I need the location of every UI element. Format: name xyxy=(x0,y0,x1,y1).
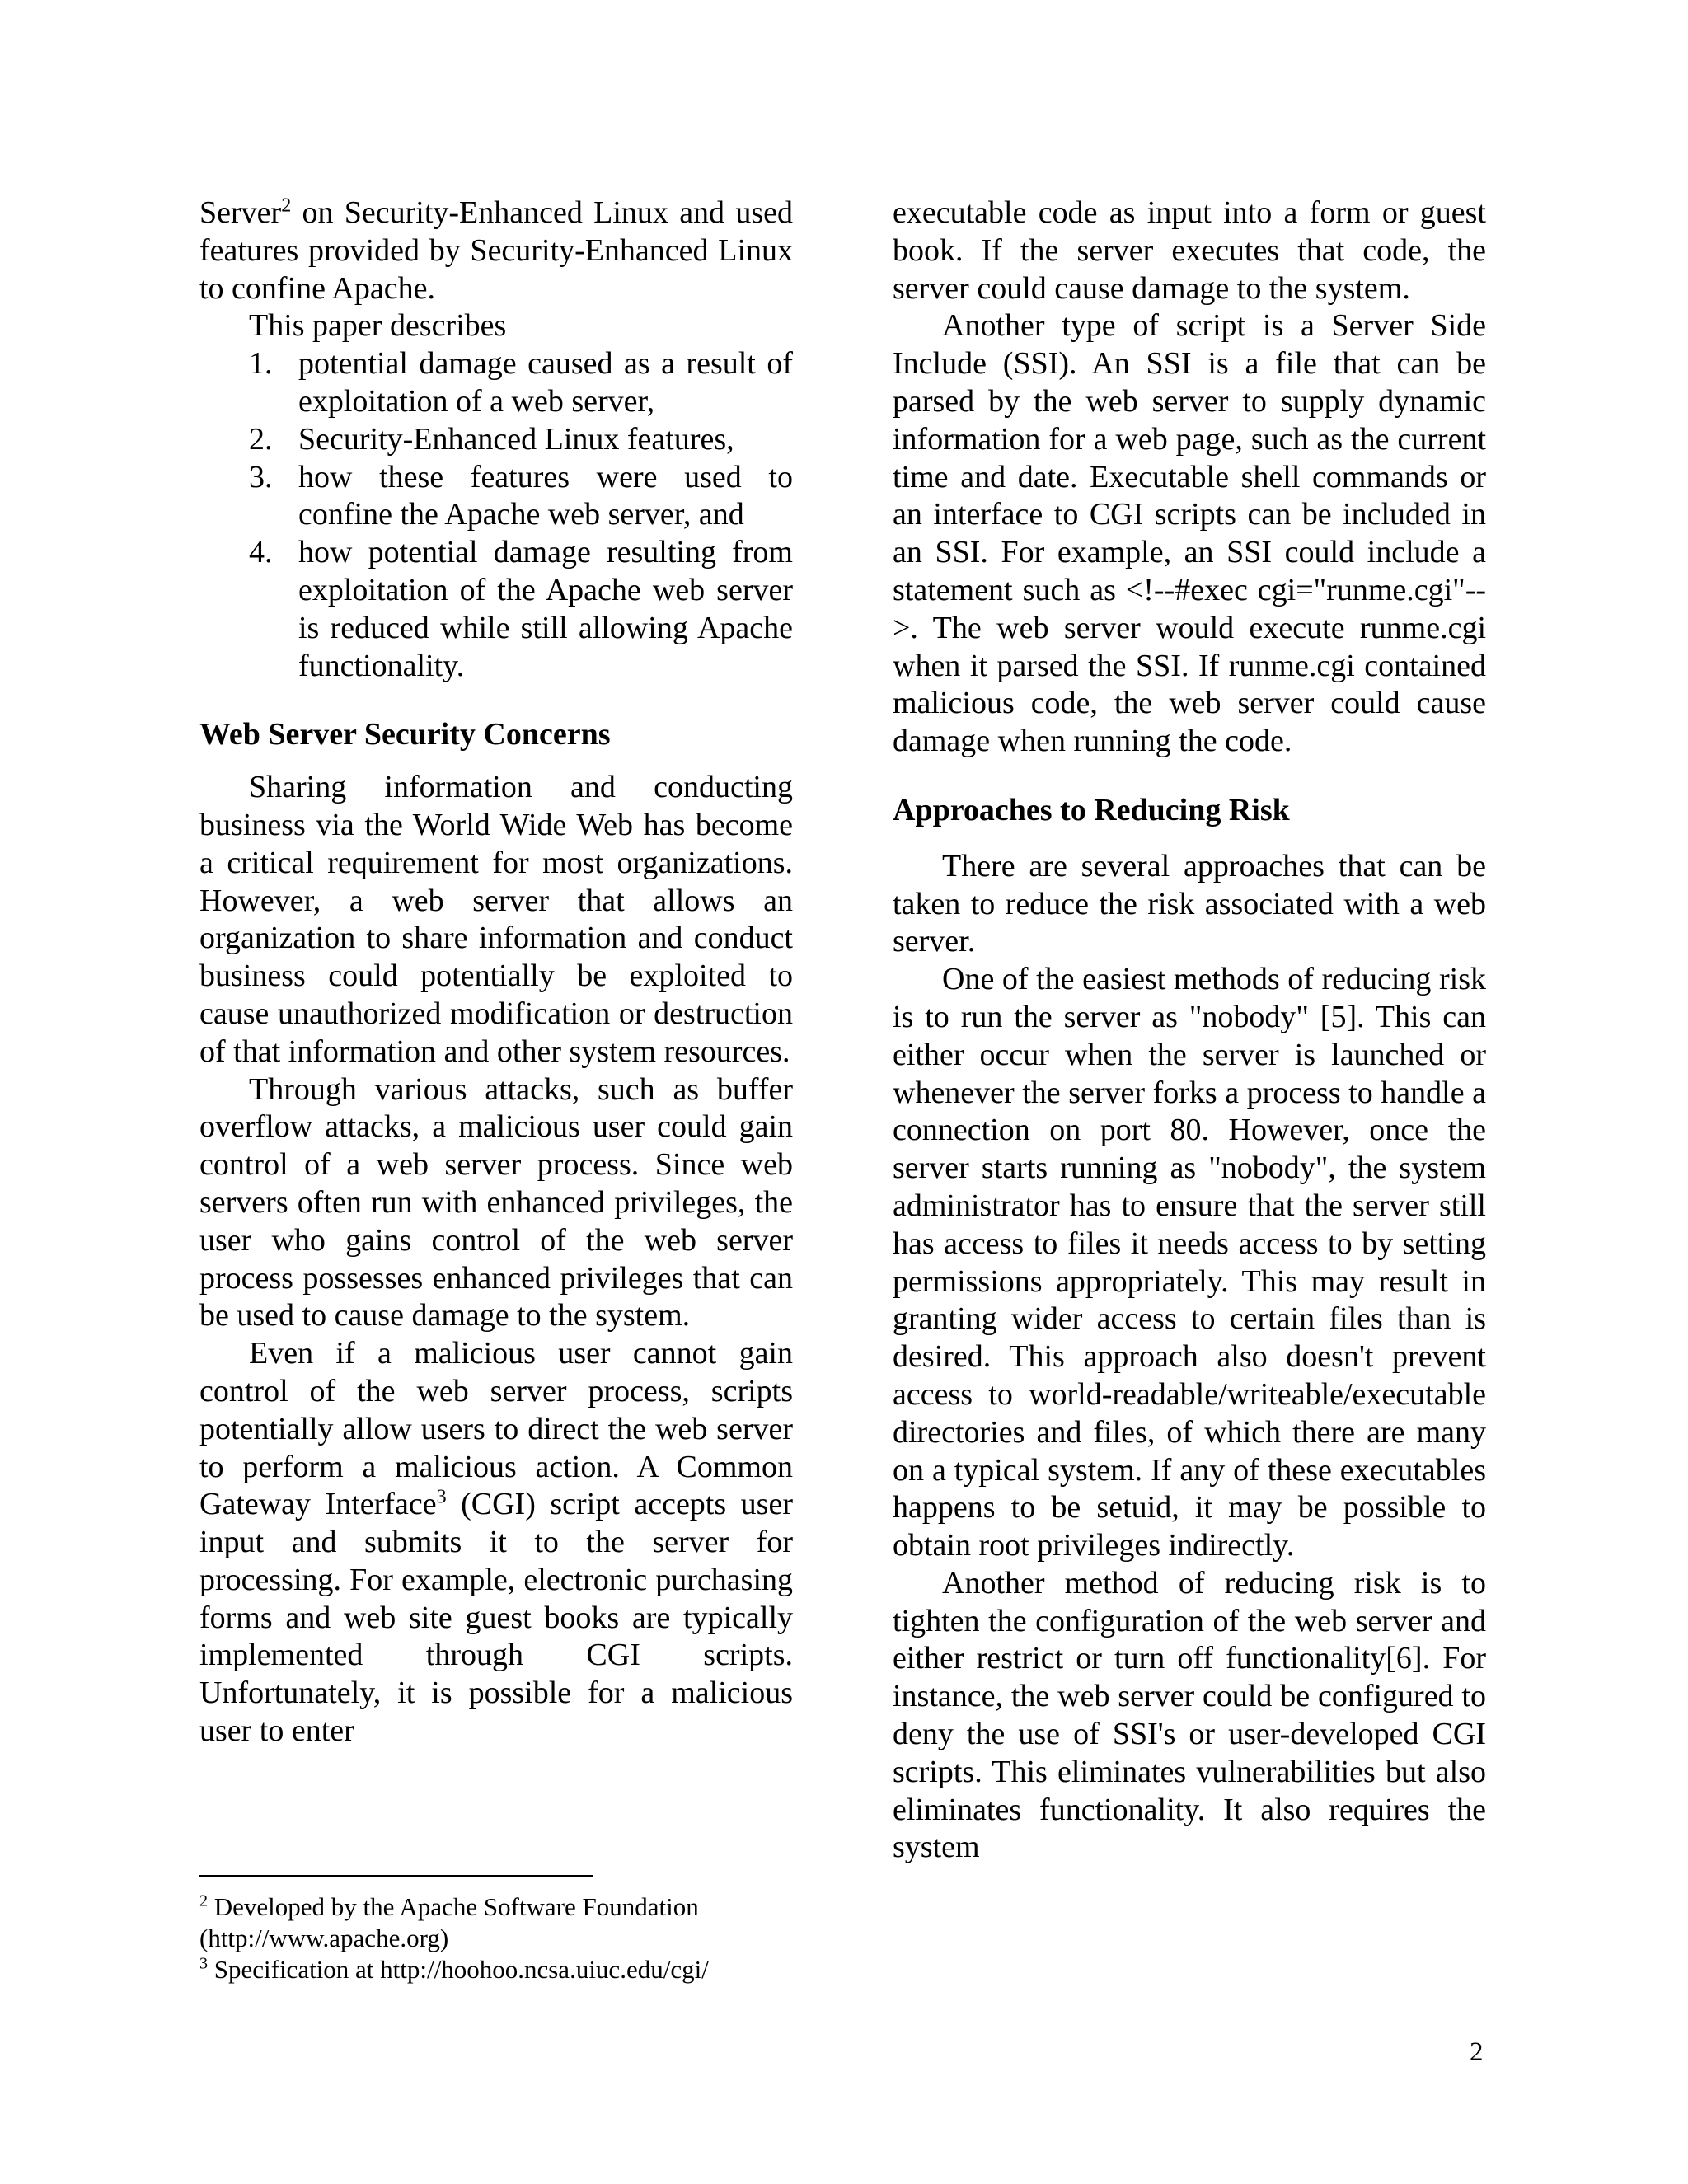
footnote-ref-3: 3 xyxy=(436,1486,447,1508)
paragraph: executable code as input into a form or guest book. If the server executes that code, the server could cause damage to the system. xyxy=(893,195,1486,306)
list-item: 2. Security-Enhanced Linux features, xyxy=(249,421,734,457)
paragraph: Another type of script is a Server Side Include (SSI). An SSI is a file that can be parsed by the web server to supply dynamic information for a web page, such as the current time and date. Executable shell commands or an interface to CGI scripts can be included in an SSI. For example, an SSI could include a statement such as <!--#exec cgi="runme.cgi"-->. The web server would execute runme.cgi when it parsed the SSI. If runme.cgi contained malicious code, the web server could cause damage when running the code. xyxy=(893,308,1486,759)
page-number: 2 xyxy=(1470,2037,1484,2067)
section-heading-concerns: Web Server Security Concerns xyxy=(199,717,611,752)
footnote: $^3$ Specification at http://hoohoo.ncsa.uiuc.edu/cgi/ xyxy=(199,1954,709,1984)
paragraph: Sharing information and conducting business via the World Wide Web has become a critical requirement for most organizations. However, a web server that allows an organization to share information and conduct business could potentially be exploited to cause unauthorized modification or destruction of that information and other system resources. xyxy=(199,770,793,1069)
intro-paragraph: Server$^2$ on Security-Enhanced Linux and used features provided by Security-Enhanced Linux to confine Apache. xyxy=(199,194,793,306)
paragraph: One of the easiest methods of reducing risk is to run the server as "nobody" [5]. This can either occur when the server is launched or whenever the server forks a process to handle a connection on port 80. However, once the server starts running as "nobody", the system administrator has to ensure that the server still has access to files it needs access to by setting permissions appropriately. This may result in granting wider access to certain files than is desired. This approach also doesn't prevent access to world-readable/writeable/executable directories and files, of which there are many on a typical system. If any of these executables happens to be setuid, it may be possible to obtain root privileges indirectly. xyxy=(893,962,1486,1563)
list-item: 4. how potential damage resulting from exploitation of the Apache web server is reduced while still allowing Apache functionality. xyxy=(249,535,793,683)
footnote: $^2$ Developed by the Apache Software Foundation (http://www.apache.org) xyxy=(199,1891,699,1952)
paragraph: There are several approaches that can be taken to reduce the risk associated with a web server. xyxy=(893,848,1486,959)
left-column xyxy=(199,194,793,1750)
footnote-ref-2: 2 xyxy=(281,194,292,217)
right-column xyxy=(893,194,1486,1867)
paragraph: Through various attacks, such as buffer overflow attacks, a malicious user could gain control of a web server process. Since web servers often run with enhanced privileges, the user who gains control of the web server process possesses enhanced privileges that can be used to cause damage to the system. xyxy=(199,1071,793,1333)
footnote-separator xyxy=(199,1875,593,1877)
paragraph: Even if a malicious user cannot gain control of the web server process, scripts potentially allow users to direct the web server to perform a malicious action. A Common Gateway Interface$^3$ (CGI) script accepts user input and submits it to the server for processing. For example, electronic purchasing forms and web site guest books are typically implemented through CGI scripts. Unfortunately, it is possible for a malicious user to enter xyxy=(199,1336,793,1749)
contribution-list xyxy=(199,345,793,685)
describes-line: This paper describes xyxy=(249,308,507,344)
footnotes xyxy=(199,1891,826,1985)
list-item: 1. potential damage caused as a result of exploitation of a web server, xyxy=(249,346,793,419)
section-heading-approaches: Approaches to Reducing Risk xyxy=(893,792,1290,827)
list-item: 3. how these features were used to confine the Apache web server, and xyxy=(249,459,793,532)
paragraph: Another method of reducing risk is to tighten the configuration of the web server and either restrict or turn off functionality[6]. For instance, the web server could be configured to deny the use of SSI's or user-developed CGI scripts. This eliminates vulnerabilities but also eliminates functionality. It also requires the system xyxy=(893,1565,1486,1865)
